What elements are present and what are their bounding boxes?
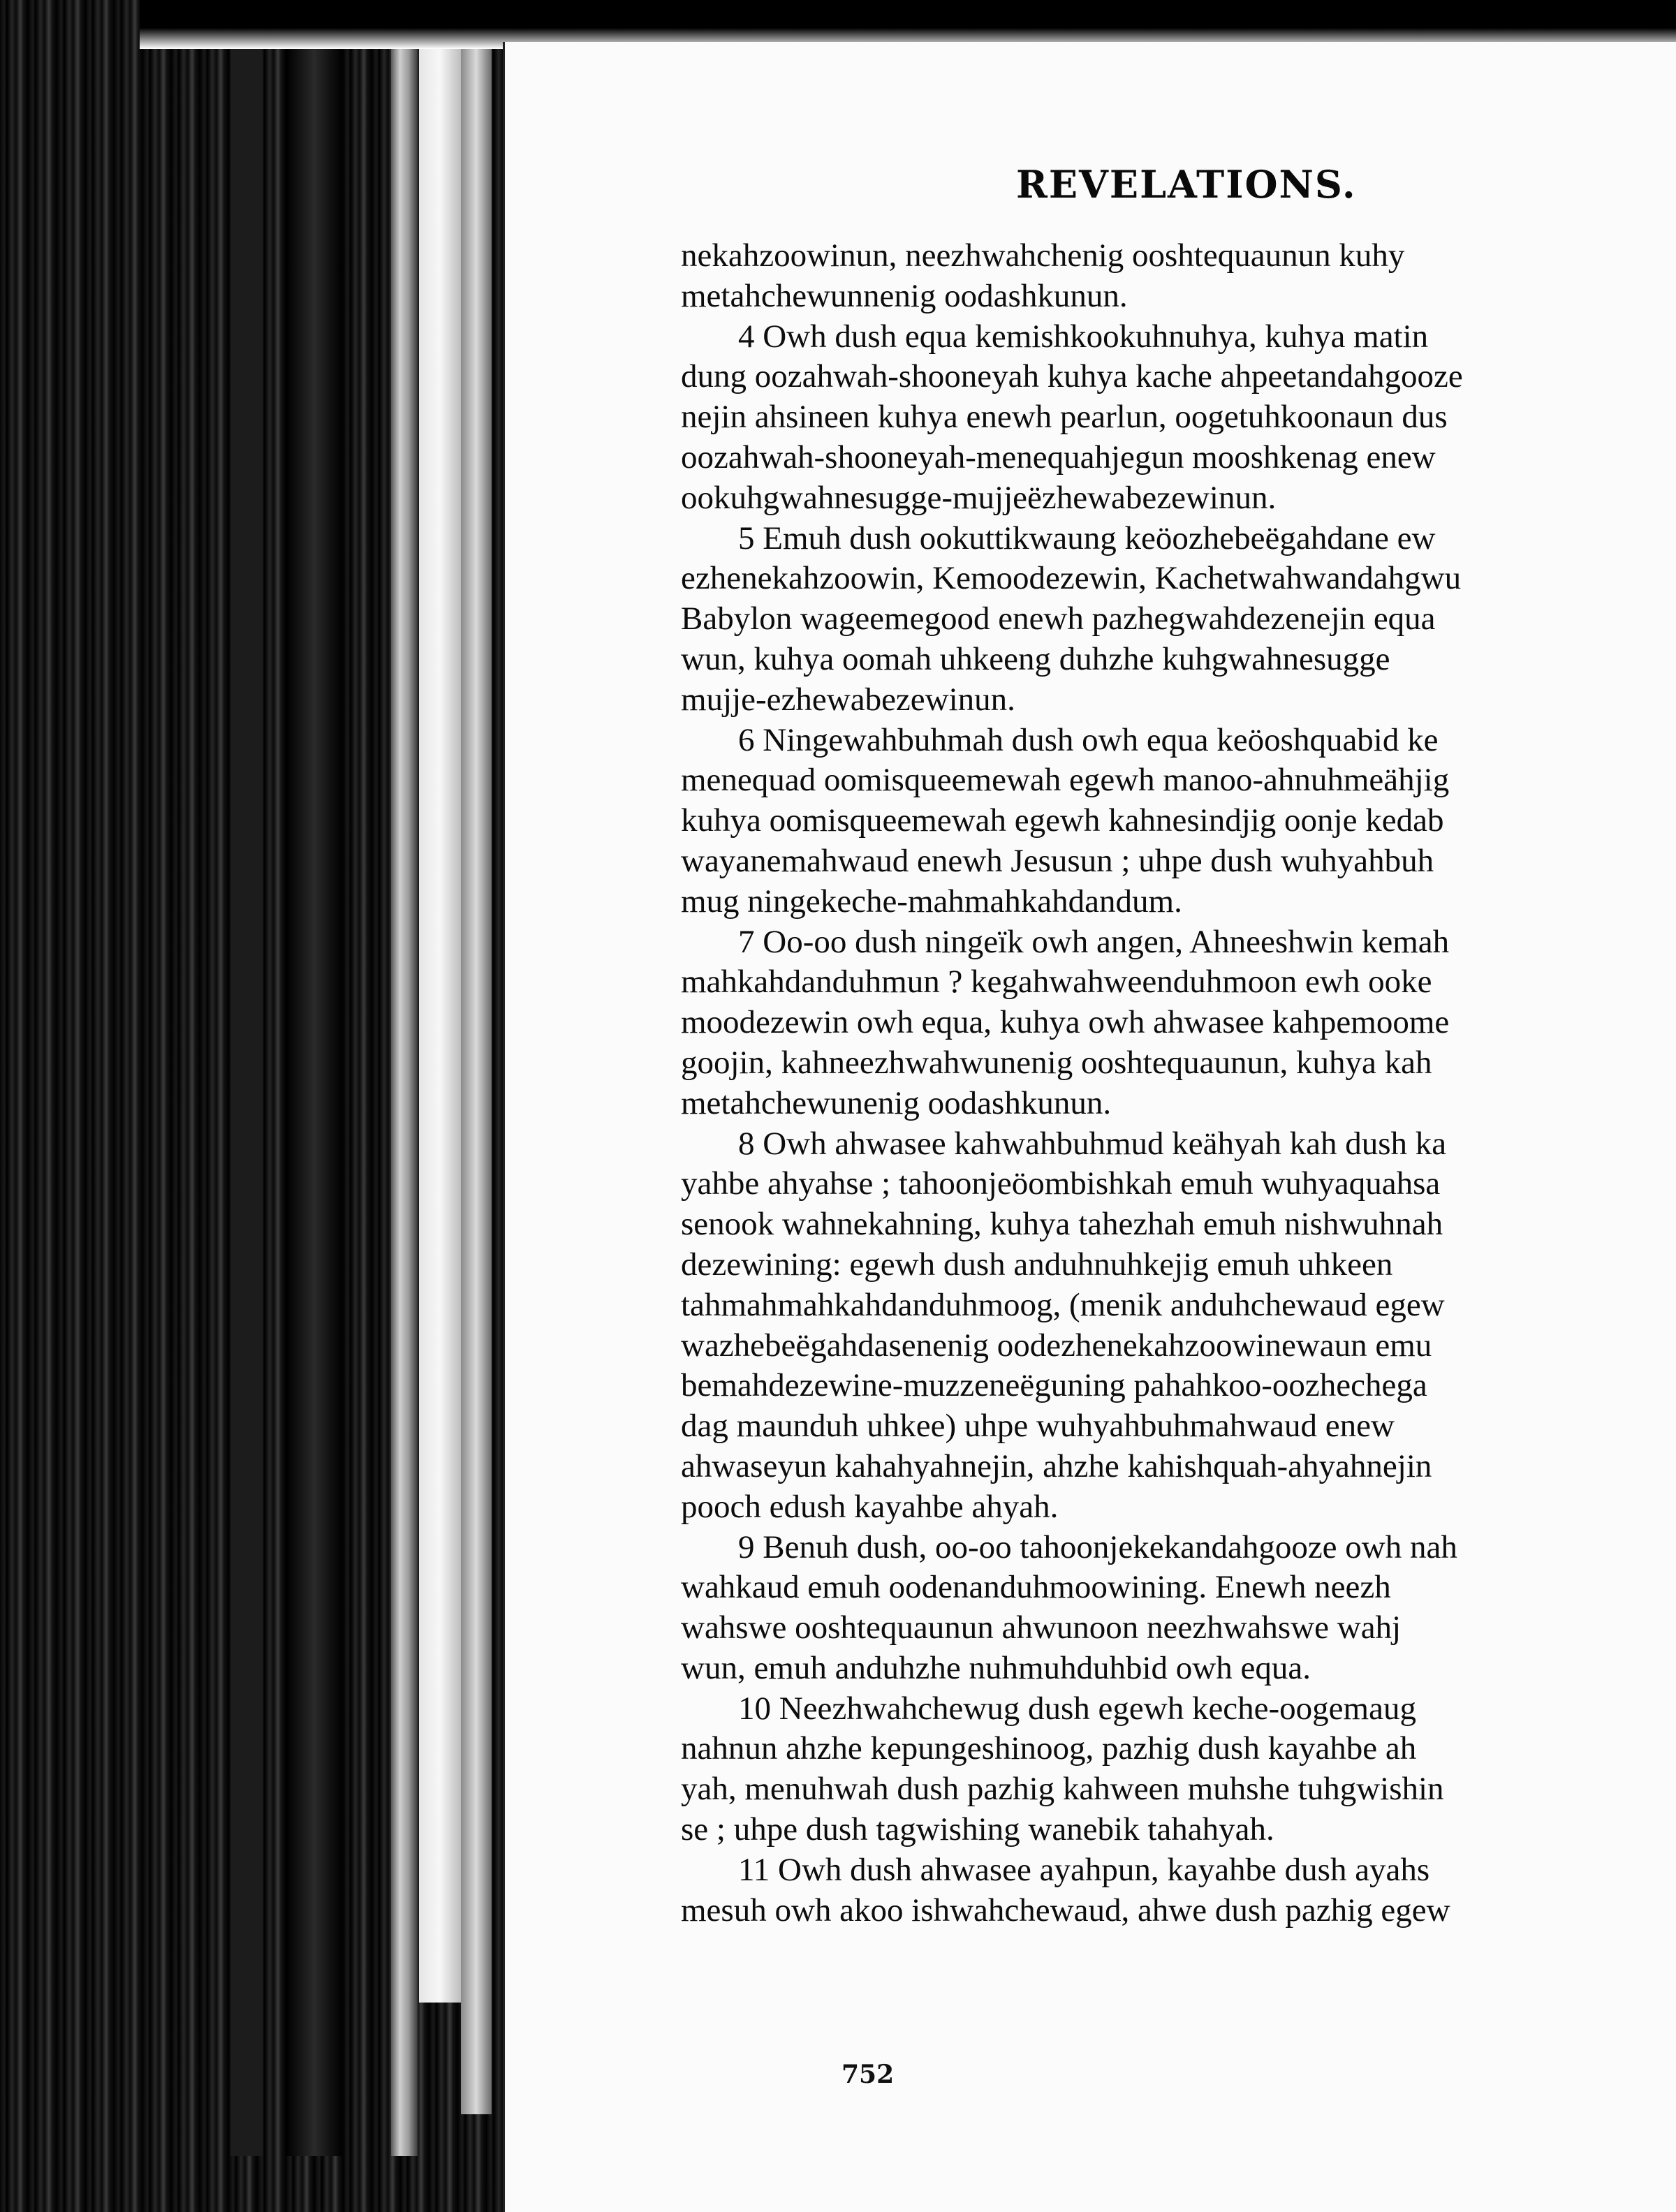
text-line: dag maunduh uhkee) uhpe wuhyahbuhmahwaud enew [681,1408,1395,1445]
text-line: oozahwah-shooneyah-menequahjegun mooshkenag enew [681,438,1436,475]
text-line: ahwaseyun kahahyahnejin, ahzhe kahishquah-ahyahnejin [681,1447,1432,1484]
text-line: mesuh owh akoo ishwahchewaud, ahwe dush pazhig egew [681,1892,1450,1929]
book-page-edges [0,0,503,2212]
text-line: dezewining: egewh dush anduhnuhkejig emuh uhkeen [681,1246,1393,1283]
text-line: metahchewunenig oodashkunun. [681,1084,1112,1121]
text-line: nejin ahsineen kuhya enewh pearlun, oogetuhkoonaun dus [681,399,1448,436]
text-line: 7 Oo-oo dush ningeïk owh angen, Ahneeshwin kemah [738,923,1450,960]
text-line: wahkaud emuh oodenanduhmoowining. Enewh neezh [681,1569,1391,1606]
text-line: wayanemahwaud enewh Jesusun ; uhpe dush wuhyahbuh [681,842,1434,879]
text-line: wazhebeëgahdasenenig oodezhenekahzoowinewaun emu [681,1327,1432,1364]
page-number: 752 [841,2060,895,2089]
text-line: mujje-ezhewabezewinun. [681,681,1015,718]
page-header: REVELATIONS. [1016,162,1357,207]
text-line: 11 Owh dush ahwasee ayahpun, kayahbe dush ayahs [738,1851,1430,1888]
text-line: 5 Emuh dush ookuttikwaung keöozhebeëgahdane ew [738,519,1436,556]
body-text [681,236,1676,1954]
text-line: 6 Ningewahbuhmah dush owh equa keöoshquabid ke [738,721,1439,758]
text-line: wun, kuhya oomah uhkeeng duhzhe kuhgwahnesugge [681,640,1390,677]
text-line: metahchewunnenig oodashkunun. [681,277,1128,314]
text-line: se ; uhpe dush tagwishing wanebik tahahyah. [681,1811,1274,1848]
text-line: tahmahmahkahdanduhmoog, (menik anduhchewaud egew [681,1286,1445,1323]
text-line: bemahdezewine-muzzeneëguning pahahkoo-oozhechega [681,1367,1427,1404]
text-line: mug ningekeche-mahmahkahdandum. [681,883,1182,920]
text-line: kuhya oomisqueemewah egewh kahnesindjig oonje kedab [681,802,1444,839]
text-line: 9 Benuh dush, oo-oo tahoonjekekandahgooze owh nah [738,1528,1457,1565]
text-line: ookuhgwahnesugge-mujjeëzhewabezewinun. [681,479,1277,516]
text-line: mahkahdanduhmun ? kegahwahweenduhmoon ewh ooke [681,964,1432,1001]
text-line: 4 Owh dush equa kemishkookuhnuhya, kuhya matin [738,318,1429,355]
text-line: pooch edush kayahbe ahyah. [681,1488,1059,1525]
text-line: nahnun ahzhe kepungeshinoog, pazhig dush kayahbe ah [681,1730,1417,1767]
text-line: dung oozahwah-shooneyah kuhya kache ahpeetandahgooze [681,358,1463,395]
text-line: goojin, kahneezhwahwunenig ooshtequaunun, kuhya kah [681,1044,1432,1081]
text-line: ezhenekahzoowin, Kemoodezewin, Kachetwahwandahgwu [681,560,1462,597]
text-line: nekahzoowinun, neezhwahchenig ooshtequaunun kuhy [681,237,1405,274]
text-line: menequad oomisqueemewah egewh manoo-ahnuhmeähjig [681,762,1450,799]
text-line: wun, emuh anduhzhe nuhmuhduhbid owh equa. [681,1649,1311,1686]
text-line: Babylon wageemegood enewh pazhegwahdezenejin equa [681,600,1436,637]
text-line: yahbe ahyahse ; tahoonjeöombishkah emuh wuhyaquahsa [681,1165,1441,1202]
text-line: 10 Neezhwahchewug dush egewh keche-oogemaug [738,1690,1416,1727]
text-line: yah, menuhwah dush pazhig kahween muhshe tuhgwishin [681,1771,1444,1808]
text-line: wahswe ooshtequaunun ahwunoon neezhwahswe wahj [681,1609,1402,1646]
text-line: 8 Owh ahwasee kahwahbuhmud keähyah kah dush ka [738,1125,1447,1162]
text-line: senook wahnekahning, kuhya tahezhah emuh nishwuhnah [681,1206,1443,1243]
text-line: moodezewin owh equa, kuhya owh ahwasee kahpemoome [681,1004,1450,1041]
